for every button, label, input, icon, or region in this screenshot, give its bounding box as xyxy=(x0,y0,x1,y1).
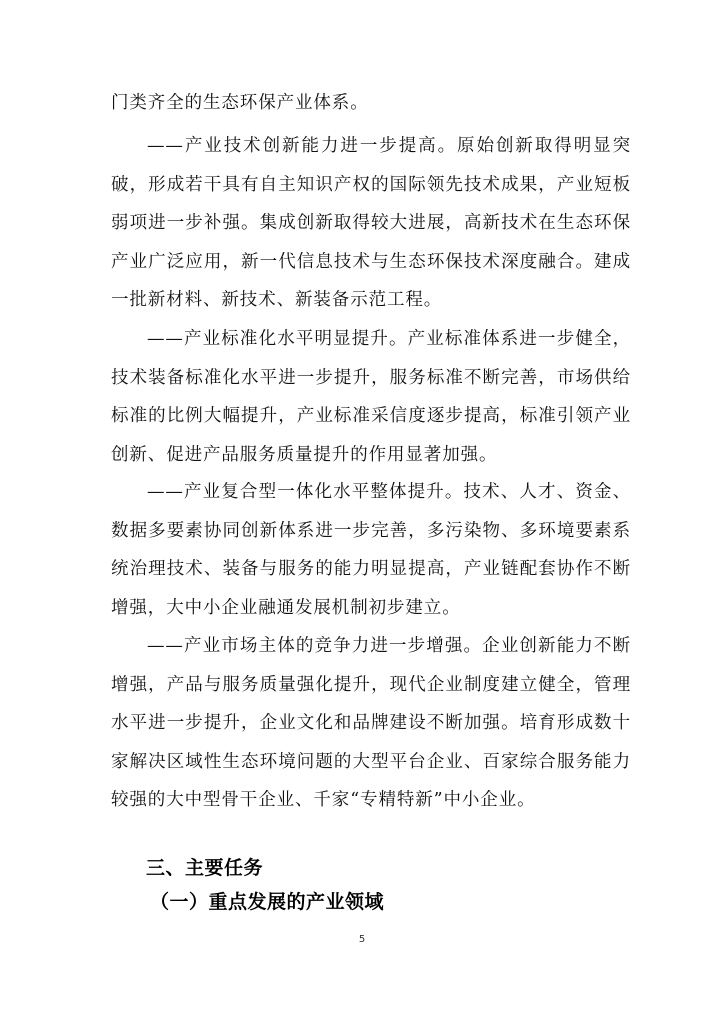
subsection-heading: （一）重点发展的产业领域 xyxy=(150,891,385,913)
paragraph-integration: ——产业复合型一体化水平整体提升。技术、人才、资金、数据多要素协同创新体系进一步完善，多污染物、多环境要素系统治理技术、装备与服务的能力明显提高，产业链配套协作不断增强，大中小企业融通发展机制初步建立。 xyxy=(111,482,631,618)
paragraph-tech-innovation: ——产业技术创新能力进一步提高。原始创新取得明显突破，形成若干具有自主知识产权的国际领先技术成果，产业短板弱项进一步补强。集成创新取得较大进展，高新技术在生态环保产业广泛应用，新一代信息技术与生态环保技术深度融合。建成一批新材料、新技术、新装备示范工程。 xyxy=(111,136,631,311)
paragraph-continuation: 门类齐全的生态环保产业体系。 xyxy=(111,93,369,113)
section-heading: 三、主要任务 xyxy=(146,857,264,879)
paragraph-market-competitiveness: ——产业市场主体的竞争力进一步增强。企业创新能力不断增强，产品与服务质量强化提升，现代企业制度建立健全，管理水平进一步提升，企业文化和品牌建设不断加强。培育形成数十家解决区域性生态环境问题的大型平台企业、百家综合服务能力较强的大中型骨干企业、千家“专精特新”中小企业。 xyxy=(111,636,631,811)
page-number: 5 xyxy=(358,934,366,945)
paragraph-standardization: ——产业标准化水平明显提升。产业标准体系进一步健全，技术装备标准化水平进一步提升，服务标准不断完善，市场供给标准的比例大幅提升，产业标准采信度逐步提高，标准引领产业创新、促进产品服务质量提升的作用显著加强。 xyxy=(111,329,631,465)
